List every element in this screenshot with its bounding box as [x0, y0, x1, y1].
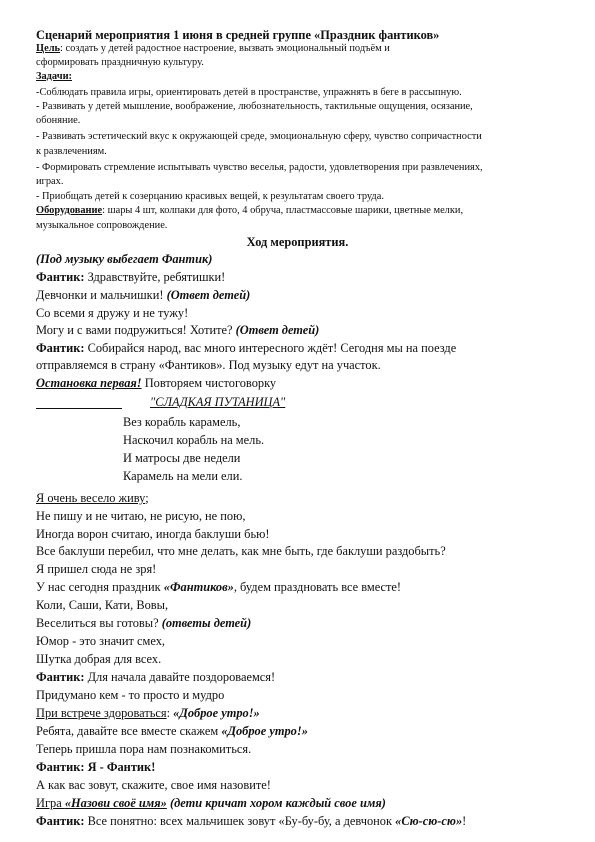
dialogue-line: Я пришел сюда не зря! [36, 562, 157, 576]
speaker-label: Фантик: [36, 670, 88, 684]
dialogue-line [36, 759, 155, 776]
poem-line: И матросы две недели [123, 451, 241, 465]
dialogue-line [36, 490, 149, 507]
goal-label: Цель [36, 43, 61, 54]
poem-title: "СЛАДКАЯ ПУТАНИЦА" [150, 395, 286, 409]
stage-direction: (дети кричат хором каждый свое имя) [166, 796, 386, 810]
equipment-line [36, 204, 463, 218]
dialogue-text: Веселиться вы готовы? [36, 616, 162, 630]
dialogue-text: Могу и с вами подружиться! Хотите? [36, 323, 236, 337]
dialogue-line: Иногда ворон считаю, иногда баклуши бью! [36, 527, 270, 541]
dialogue-line: Со всеми я дружу и не тужу! [36, 306, 189, 320]
equipment-text-cont: музыкальное сопровождение. [36, 220, 168, 231]
poem-line: Наскочил корабль на мель. [123, 433, 265, 447]
stage-direction: (ответы детей) [161, 616, 252, 630]
emphasis-text: «Доброе утро!» [173, 706, 260, 720]
goal-text: : создать у детей радостное настроение, вызвать эмоциональный подъём и [60, 43, 390, 54]
task-line: - Развивать эстетический вкус к окружающей среде, эмоциональную сферу, чувство сопричастности [36, 131, 482, 142]
dialogue-line [36, 269, 225, 286]
task-line: играх. [36, 176, 64, 187]
task-line: - Приобщать детей к созерцанию красивых вещей, к результатам своего труда. [36, 191, 384, 202]
dialogue-text: Для начала давайте поздороваемся! [87, 670, 276, 684]
stage-direction: (Ответ детей) [166, 288, 251, 302]
punctuation: ; [145, 491, 149, 505]
dialogue-line [36, 340, 456, 357]
task-line: обоняние. [36, 115, 81, 126]
dialogue-line [36, 375, 276, 392]
dialogue-text: Девчонки и мальчишки! [36, 288, 167, 302]
stage-direction: (Под музыку выбегает Фантик) [36, 252, 213, 266]
task-line: - Развивать у детей мышление, воображение, любознательность, тактильные ощущения, осязание, [36, 101, 473, 112]
dialogue-line [36, 669, 275, 686]
task-line: - Формировать стремление испытывать чувство веселья, радости, удовлетворения при развлечениях, [36, 162, 483, 173]
equipment-label: Оборудование [36, 205, 103, 216]
poem-line: Карамель на мели ели. [123, 469, 243, 483]
dialogue-text: Все понятно: всех мальчишек зовут «Бу-бу-бу, а девчонок [87, 814, 396, 828]
goal-line [36, 42, 390, 56]
document-title: Сценарий мероприятия 1 июня в средней группе «Праздник фантиков» [36, 28, 440, 42]
emphasis-text: «Доброе утро!» [221, 724, 308, 738]
dialogue-line [36, 723, 308, 740]
dialogue-line [36, 615, 251, 632]
goal-text-cont: сформировать праздничную культуру. [36, 57, 204, 68]
punctuation: ! [462, 814, 467, 828]
underline-rule [36, 408, 122, 409]
equipment-text: : шары 4 шт, колпаки для фото, 4 обруча, пластмассовые шарики, цветные мелки, [102, 205, 464, 216]
speaker-label: Фантик: [36, 760, 88, 774]
stop-label: Остановка первая! [36, 376, 142, 390]
emphasis-text: «Сю-сю-сю» [395, 814, 463, 828]
punctuation: : [166, 706, 174, 720]
dialogue-line [36, 287, 250, 304]
dialogue-line: Шутка добрая для всех. [36, 652, 162, 666]
dialogue-line: Юмор - это значит смех, [36, 634, 166, 648]
dialogue-text: У нас сегодня праздник [36, 580, 164, 594]
dialogue-text: Я очень весело живу [36, 491, 146, 505]
dialogue-text: Повторяем чистоговорку [141, 376, 277, 390]
task-line: -Соблюдать правила игры, ориентировать детей в пространстве, упражнять в беге в рассыпную. [36, 87, 462, 98]
stage-direction: (Ответ детей) [235, 323, 320, 337]
speaker-label: Фантик: [36, 270, 88, 284]
emphasis-text: «Фантиков» [163, 580, 234, 594]
poem-line: Вез корабль карамель, [123, 415, 241, 429]
game-label: Игра [36, 796, 65, 810]
speaker-label: Фантик: [36, 814, 88, 828]
dialogue-line: Коли, Саши, Кати, Вовы, [36, 598, 169, 612]
dialogue-line: отправляемся в страну «Фантиков». Под музыку едут на участок. [36, 358, 381, 372]
game-title: «Назови своё имя» [64, 796, 167, 810]
dialogue-line [36, 579, 401, 596]
dialogue-text: Собирайся народ, вас много интересного ждёт! Сегодня мы на поезде [87, 341, 457, 355]
dialogue-line: Придумано кем - то просто и мудро [36, 688, 225, 702]
dialogue-line: Теперь пришла пора нам познакомиться. [36, 742, 252, 756]
dialogue-line [36, 322, 319, 339]
dialogue-text: Ребята, давайте все вместе скажем [36, 724, 222, 738]
task-line: к развлечениям. [36, 146, 107, 157]
dialogue-line [36, 813, 466, 830]
dialogue-text: При встрече здороваться [36, 706, 167, 720]
dialogue-text: Я - Фантик! [87, 760, 156, 774]
section-heading: Ход мероприятия. [246, 235, 349, 249]
dialogue-text: , будем праздновать все вместе! [233, 580, 402, 594]
dialogue-text: Здравствуйте, ребятишки! [87, 270, 226, 284]
dialogue-line: Не пишу и не читаю, не рисую, не пою, [36, 509, 246, 523]
dialogue-line [36, 705, 260, 722]
dialogue-line [36, 795, 386, 812]
speaker-label: Фантик: [36, 341, 88, 355]
dialogue-line: А как вас зовут, скажите, свое имя назовите! [36, 778, 271, 792]
tasks-label: Задачи: [36, 71, 73, 82]
dialogue-line: Все баклуши перебил, что мне делать, как мне быть, где баклуши раздобыть? [36, 544, 446, 558]
